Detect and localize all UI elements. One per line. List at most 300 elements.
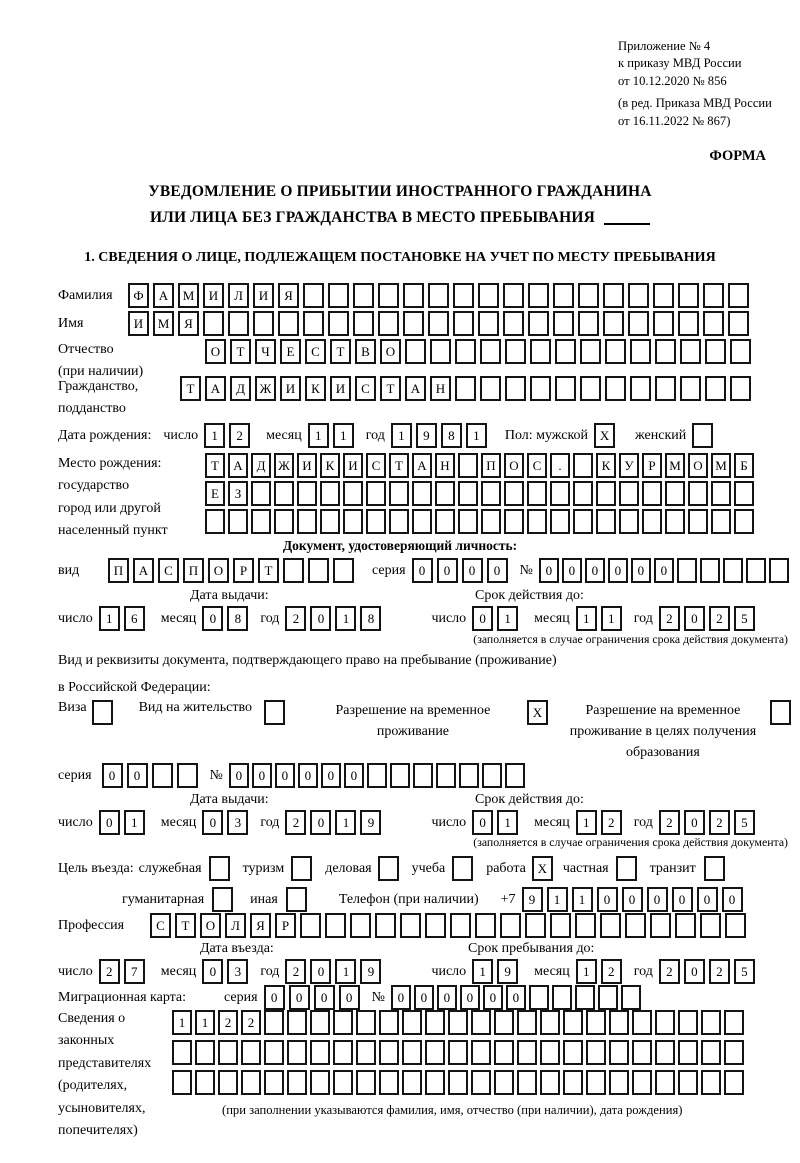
- char-cell[interactable]: 0: [487, 558, 508, 583]
- char-cell[interactable]: [287, 1070, 307, 1095]
- char-cell[interactable]: [553, 311, 574, 336]
- char-cell[interactable]: З: [228, 481, 248, 506]
- char-cell[interactable]: 0: [229, 763, 249, 788]
- char-cell[interactable]: [596, 509, 616, 534]
- char-cell[interactable]: Ж: [274, 453, 294, 478]
- char-cell[interactable]: 3: [227, 810, 248, 835]
- char-cell[interactable]: [573, 481, 593, 506]
- char-cell[interactable]: [172, 1040, 192, 1065]
- char-cell[interactable]: [680, 376, 701, 401]
- char-cell[interactable]: [308, 558, 329, 583]
- checkbox-cell[interactable]: [212, 887, 233, 912]
- char-cell[interactable]: 0: [472, 606, 493, 631]
- char-cell[interactable]: 5: [734, 606, 755, 631]
- char-cell[interactable]: [505, 763, 525, 788]
- char-cell[interactable]: [425, 1070, 445, 1095]
- checkbox-cell[interactable]: [264, 700, 285, 725]
- char-cell[interactable]: [264, 1040, 284, 1065]
- char-cell[interactable]: [734, 509, 754, 534]
- char-cell[interactable]: [603, 283, 624, 308]
- char-cell[interactable]: [428, 283, 449, 308]
- char-cell[interactable]: [366, 481, 386, 506]
- char-cell[interactable]: Р: [275, 913, 296, 938]
- char-cell[interactable]: [402, 1070, 422, 1095]
- char-cell[interactable]: О: [688, 453, 708, 478]
- char-cell[interactable]: [478, 283, 499, 308]
- char-cell[interactable]: [412, 509, 432, 534]
- char-cell[interactable]: [642, 481, 662, 506]
- char-cell[interactable]: [552, 985, 572, 1010]
- char-cell[interactable]: 2: [601, 959, 622, 984]
- char-cell[interactable]: [300, 913, 321, 938]
- char-cell[interactable]: [350, 913, 371, 938]
- char-cell[interactable]: 2: [285, 810, 306, 835]
- char-cell[interactable]: [264, 1070, 284, 1095]
- char-cell[interactable]: Е: [205, 481, 225, 506]
- char-cell[interactable]: 0: [684, 810, 705, 835]
- char-cell[interactable]: [655, 376, 676, 401]
- char-cell[interactable]: [632, 1010, 652, 1035]
- char-cell[interactable]: [403, 283, 424, 308]
- char-cell[interactable]: 7: [124, 959, 145, 984]
- char-cell[interactable]: 1: [204, 423, 225, 448]
- char-cell[interactable]: [680, 339, 701, 364]
- char-cell[interactable]: Е: [280, 339, 301, 364]
- char-cell[interactable]: 6: [124, 606, 145, 631]
- char-cell[interactable]: С: [355, 376, 376, 401]
- char-cell[interactable]: 0: [202, 810, 223, 835]
- char-cell[interactable]: 2: [601, 810, 622, 835]
- char-cell[interactable]: [605, 339, 626, 364]
- char-cell[interactable]: [379, 1010, 399, 1035]
- char-cell[interactable]: [436, 763, 456, 788]
- char-cell[interactable]: [287, 1040, 307, 1065]
- char-cell[interactable]: [430, 339, 451, 364]
- char-cell[interactable]: [152, 763, 173, 788]
- char-cell[interactable]: [455, 376, 476, 401]
- char-cell[interactable]: П: [108, 558, 129, 583]
- char-cell[interactable]: А: [405, 376, 426, 401]
- char-cell[interactable]: [500, 913, 521, 938]
- char-cell[interactable]: И: [253, 283, 274, 308]
- char-cell[interactable]: [333, 1040, 353, 1065]
- char-cell[interactable]: 8: [441, 423, 462, 448]
- char-cell[interactable]: 0: [647, 887, 668, 912]
- checkbox-cell[interactable]: [286, 887, 307, 912]
- char-cell[interactable]: [366, 509, 386, 534]
- char-cell[interactable]: [678, 1070, 698, 1095]
- char-cell[interactable]: 0: [275, 763, 295, 788]
- char-cell[interactable]: [517, 1040, 537, 1065]
- checkbox-cell[interactable]: [704, 856, 725, 881]
- char-cell[interactable]: [455, 339, 476, 364]
- char-cell[interactable]: 0: [585, 558, 605, 583]
- char-cell[interactable]: [550, 509, 570, 534]
- char-cell[interactable]: [517, 1070, 537, 1095]
- char-cell[interactable]: [619, 509, 639, 534]
- char-cell[interactable]: Л: [225, 913, 246, 938]
- char-cell[interactable]: [218, 1040, 238, 1065]
- char-cell[interactable]: [525, 913, 546, 938]
- char-cell[interactable]: А: [412, 453, 432, 478]
- char-cell[interactable]: С: [158, 558, 179, 583]
- char-cell[interactable]: [503, 283, 524, 308]
- char-cell[interactable]: [586, 1070, 606, 1095]
- checkbox-cell[interactable]: [452, 856, 473, 881]
- char-cell[interactable]: [527, 481, 547, 506]
- char-cell[interactable]: [475, 913, 496, 938]
- char-cell[interactable]: [746, 558, 766, 583]
- char-cell[interactable]: [563, 1010, 583, 1035]
- char-cell[interactable]: [353, 311, 374, 336]
- char-cell[interactable]: Н: [435, 453, 455, 478]
- char-cell[interactable]: 0: [99, 810, 120, 835]
- char-cell[interactable]: [448, 1040, 468, 1065]
- char-cell[interactable]: 1: [601, 606, 622, 631]
- char-cell[interactable]: [603, 311, 624, 336]
- char-cell[interactable]: [458, 509, 478, 534]
- char-cell[interactable]: С: [150, 913, 171, 938]
- char-cell[interactable]: [642, 509, 662, 534]
- char-cell[interactable]: [678, 1010, 698, 1035]
- char-cell[interactable]: [678, 283, 699, 308]
- char-cell[interactable]: Т: [380, 376, 401, 401]
- char-cell[interactable]: [625, 913, 646, 938]
- char-cell[interactable]: 0: [539, 558, 559, 583]
- char-cell[interactable]: [481, 481, 501, 506]
- char-cell[interactable]: [283, 558, 304, 583]
- char-cell[interactable]: [529, 985, 549, 1010]
- char-cell[interactable]: 0: [672, 887, 693, 912]
- char-cell[interactable]: 0: [314, 985, 335, 1010]
- char-cell[interactable]: [172, 1070, 192, 1095]
- char-cell[interactable]: [688, 509, 708, 534]
- char-cell[interactable]: 1: [335, 959, 356, 984]
- char-cell[interactable]: [471, 1010, 491, 1035]
- char-cell[interactable]: [655, 1010, 675, 1035]
- char-cell[interactable]: [471, 1070, 491, 1095]
- char-cell[interactable]: [725, 913, 746, 938]
- char-cell[interactable]: [600, 913, 621, 938]
- char-cell[interactable]: А: [228, 453, 248, 478]
- char-cell[interactable]: [478, 311, 499, 336]
- char-cell[interactable]: 0: [127, 763, 148, 788]
- checkbox-cell[interactable]: [378, 856, 399, 881]
- char-cell[interactable]: 1: [497, 606, 518, 631]
- char-cell[interactable]: [405, 339, 426, 364]
- char-cell[interactable]: М: [178, 283, 199, 308]
- char-cell[interactable]: [425, 913, 446, 938]
- char-cell[interactable]: Т: [389, 453, 409, 478]
- char-cell[interactable]: 2: [709, 606, 730, 631]
- char-cell[interactable]: [540, 1010, 560, 1035]
- char-cell[interactable]: [425, 1040, 445, 1065]
- char-cell[interactable]: [724, 1040, 744, 1065]
- char-cell[interactable]: [390, 763, 410, 788]
- char-cell[interactable]: [701, 1010, 721, 1035]
- char-cell[interactable]: К: [596, 453, 616, 478]
- char-cell[interactable]: 9: [416, 423, 437, 448]
- char-cell[interactable]: [389, 509, 409, 534]
- char-cell[interactable]: 0: [298, 763, 318, 788]
- char-cell[interactable]: 0: [562, 558, 582, 583]
- char-cell[interactable]: Я: [278, 283, 299, 308]
- char-cell[interactable]: 2: [241, 1010, 261, 1035]
- checkbox-cell[interactable]: [616, 856, 637, 881]
- char-cell[interactable]: И: [203, 283, 224, 308]
- char-cell[interactable]: [379, 1040, 399, 1065]
- char-cell[interactable]: [665, 481, 685, 506]
- char-cell[interactable]: В: [355, 339, 376, 364]
- char-cell[interactable]: 8: [360, 606, 381, 631]
- char-cell[interactable]: [333, 558, 354, 583]
- char-cell[interactable]: 1: [497, 810, 518, 835]
- char-cell[interactable]: [448, 1070, 468, 1095]
- char-cell[interactable]: [678, 1040, 698, 1065]
- char-cell[interactable]: 2: [285, 959, 306, 984]
- char-cell[interactable]: 5: [734, 810, 755, 835]
- char-cell[interactable]: [730, 376, 751, 401]
- char-cell[interactable]: [517, 1010, 537, 1035]
- char-cell[interactable]: [540, 1070, 560, 1095]
- char-cell[interactable]: Я: [178, 311, 199, 336]
- char-cell[interactable]: 2: [229, 423, 250, 448]
- char-cell[interactable]: [575, 985, 595, 1010]
- char-cell[interactable]: [356, 1010, 376, 1035]
- char-cell[interactable]: П: [481, 453, 501, 478]
- char-cell[interactable]: 2: [659, 606, 680, 631]
- char-cell[interactable]: [621, 985, 641, 1010]
- char-cell[interactable]: [400, 913, 421, 938]
- char-cell[interactable]: [580, 339, 601, 364]
- char-cell[interactable]: 8: [227, 606, 248, 631]
- char-cell[interactable]: [328, 311, 349, 336]
- checkbox-cell[interactable]: [209, 856, 230, 881]
- char-cell[interactable]: [528, 311, 549, 336]
- char-cell[interactable]: [458, 453, 478, 478]
- char-cell[interactable]: 0: [102, 763, 123, 788]
- char-cell[interactable]: [453, 283, 474, 308]
- char-cell[interactable]: [403, 311, 424, 336]
- char-cell[interactable]: У: [619, 453, 639, 478]
- char-cell[interactable]: 0: [462, 558, 483, 583]
- char-cell[interactable]: 1: [335, 810, 356, 835]
- char-cell[interactable]: А: [153, 283, 174, 308]
- char-cell[interactable]: Ф: [128, 283, 149, 308]
- char-cell[interactable]: [378, 283, 399, 308]
- char-cell[interactable]: О: [380, 339, 401, 364]
- char-cell[interactable]: [628, 311, 649, 336]
- char-cell[interactable]: И: [297, 453, 317, 478]
- char-cell[interactable]: 0: [597, 887, 618, 912]
- char-cell[interactable]: [353, 283, 374, 308]
- char-cell[interactable]: 1: [576, 959, 597, 984]
- char-cell[interactable]: [459, 763, 479, 788]
- char-cell[interactable]: [251, 481, 271, 506]
- char-cell[interactable]: 0: [437, 985, 457, 1010]
- char-cell[interactable]: [703, 311, 724, 336]
- char-cell[interactable]: 1: [576, 810, 597, 835]
- char-cell[interactable]: 0: [339, 985, 360, 1010]
- char-cell[interactable]: Д: [230, 376, 251, 401]
- char-cell[interactable]: А: [133, 558, 154, 583]
- char-cell[interactable]: [453, 311, 474, 336]
- char-cell[interactable]: О: [208, 558, 229, 583]
- char-cell[interactable]: [573, 453, 593, 478]
- char-cell[interactable]: 0: [697, 887, 718, 912]
- char-cell[interactable]: 0: [344, 763, 364, 788]
- char-cell[interactable]: И: [330, 376, 351, 401]
- char-cell[interactable]: [632, 1040, 652, 1065]
- char-cell[interactable]: 9: [360, 810, 381, 835]
- char-cell[interactable]: Л: [228, 283, 249, 308]
- char-cell[interactable]: [609, 1040, 629, 1065]
- char-cell[interactable]: [619, 481, 639, 506]
- char-cell[interactable]: [448, 1010, 468, 1035]
- char-cell[interactable]: [527, 509, 547, 534]
- char-cell[interactable]: 1: [572, 887, 593, 912]
- char-cell[interactable]: 0: [321, 763, 341, 788]
- char-cell[interactable]: К: [320, 453, 340, 478]
- char-cell[interactable]: 0: [622, 887, 643, 912]
- char-cell[interactable]: [530, 376, 551, 401]
- char-cell[interactable]: [425, 1010, 445, 1035]
- checkbox-cell[interactable]: X: [527, 700, 548, 725]
- char-cell[interactable]: 1: [99, 606, 120, 631]
- char-cell[interactable]: [630, 339, 651, 364]
- char-cell[interactable]: Т: [230, 339, 251, 364]
- char-cell[interactable]: 0: [722, 887, 743, 912]
- char-cell[interactable]: [688, 481, 708, 506]
- char-cell[interactable]: [264, 1010, 284, 1035]
- char-cell[interactable]: [333, 1010, 353, 1035]
- char-cell[interactable]: [320, 509, 340, 534]
- char-cell[interactable]: 1: [333, 423, 354, 448]
- char-cell[interactable]: [575, 913, 596, 938]
- checkbox-cell[interactable]: [92, 700, 113, 725]
- char-cell[interactable]: Р: [642, 453, 662, 478]
- char-cell[interactable]: [503, 311, 524, 336]
- char-cell[interactable]: Р: [233, 558, 254, 583]
- char-cell[interactable]: [550, 481, 570, 506]
- char-cell[interactable]: [297, 509, 317, 534]
- char-cell[interactable]: И: [280, 376, 301, 401]
- char-cell[interactable]: Ч: [255, 339, 276, 364]
- char-cell[interactable]: 3: [227, 959, 248, 984]
- char-cell[interactable]: Я: [250, 913, 271, 938]
- char-cell[interactable]: 0: [608, 558, 628, 583]
- char-cell[interactable]: [389, 481, 409, 506]
- char-cell[interactable]: [701, 1070, 721, 1095]
- char-cell[interactable]: [494, 1040, 514, 1065]
- char-cell[interactable]: [195, 1040, 215, 1065]
- checkbox-cell[interactable]: [291, 856, 312, 881]
- char-cell[interactable]: Т: [175, 913, 196, 938]
- char-cell[interactable]: [705, 376, 726, 401]
- char-cell[interactable]: 0: [252, 763, 272, 788]
- char-cell[interactable]: [724, 1070, 744, 1095]
- char-cell[interactable]: И: [343, 453, 363, 478]
- char-cell[interactable]: 1: [124, 810, 145, 835]
- char-cell[interactable]: Н: [430, 376, 451, 401]
- char-cell[interactable]: [632, 1070, 652, 1095]
- char-cell[interactable]: [505, 339, 526, 364]
- char-cell[interactable]: [555, 376, 576, 401]
- char-cell[interactable]: [228, 509, 248, 534]
- char-cell[interactable]: [769, 558, 789, 583]
- char-cell[interactable]: [379, 1070, 399, 1095]
- char-cell[interactable]: [605, 376, 626, 401]
- char-cell[interactable]: 0: [310, 606, 331, 631]
- char-cell[interactable]: [274, 509, 294, 534]
- char-cell[interactable]: [480, 339, 501, 364]
- char-cell[interactable]: [310, 1070, 330, 1095]
- char-cell[interactable]: [563, 1070, 583, 1095]
- char-cell[interactable]: М: [665, 453, 685, 478]
- char-cell[interactable]: [563, 1040, 583, 1065]
- char-cell[interactable]: [578, 311, 599, 336]
- char-cell[interactable]: 0: [654, 558, 674, 583]
- char-cell[interactable]: К: [305, 376, 326, 401]
- char-cell[interactable]: [653, 283, 674, 308]
- char-cell[interactable]: 2: [218, 1010, 238, 1035]
- char-cell[interactable]: [297, 481, 317, 506]
- char-cell[interactable]: [504, 509, 524, 534]
- char-cell[interactable]: 0: [684, 606, 705, 631]
- char-cell[interactable]: [303, 283, 324, 308]
- char-cell[interactable]: [343, 509, 363, 534]
- char-cell[interactable]: [578, 283, 599, 308]
- char-cell[interactable]: [303, 311, 324, 336]
- char-cell[interactable]: [598, 985, 618, 1010]
- char-cell[interactable]: [653, 311, 674, 336]
- char-cell[interactable]: [310, 1010, 330, 1035]
- char-cell[interactable]: 0: [202, 959, 223, 984]
- char-cell[interactable]: И: [128, 311, 149, 336]
- char-cell[interactable]: [218, 1070, 238, 1095]
- char-cell[interactable]: [494, 1070, 514, 1095]
- char-cell[interactable]: 2: [659, 810, 680, 835]
- char-cell[interactable]: [628, 283, 649, 308]
- char-cell[interactable]: [480, 376, 501, 401]
- char-cell[interactable]: 2: [285, 606, 306, 631]
- char-cell[interactable]: [482, 763, 502, 788]
- char-cell[interactable]: [580, 376, 601, 401]
- char-cell[interactable]: 0: [289, 985, 310, 1010]
- char-cell[interactable]: 2: [709, 810, 730, 835]
- char-cell[interactable]: [700, 913, 721, 938]
- char-cell[interactable]: 1: [576, 606, 597, 631]
- char-cell[interactable]: [596, 481, 616, 506]
- char-cell[interactable]: [655, 339, 676, 364]
- char-cell[interactable]: [481, 509, 501, 534]
- char-cell[interactable]: [378, 311, 399, 336]
- char-cell[interactable]: О: [200, 913, 221, 938]
- char-cell[interactable]: Т: [205, 453, 225, 478]
- char-cell[interactable]: [228, 311, 249, 336]
- char-cell[interactable]: [320, 481, 340, 506]
- char-cell[interactable]: [550, 913, 571, 938]
- char-cell[interactable]: 5: [734, 959, 755, 984]
- char-cell[interactable]: [555, 339, 576, 364]
- char-cell[interactable]: [428, 311, 449, 336]
- checkbox-cell[interactable]: [770, 700, 791, 725]
- char-cell[interactable]: [203, 311, 224, 336]
- char-cell[interactable]: [530, 339, 551, 364]
- char-cell[interactable]: М: [153, 311, 174, 336]
- char-cell[interactable]: [251, 509, 271, 534]
- char-cell[interactable]: .: [550, 453, 570, 478]
